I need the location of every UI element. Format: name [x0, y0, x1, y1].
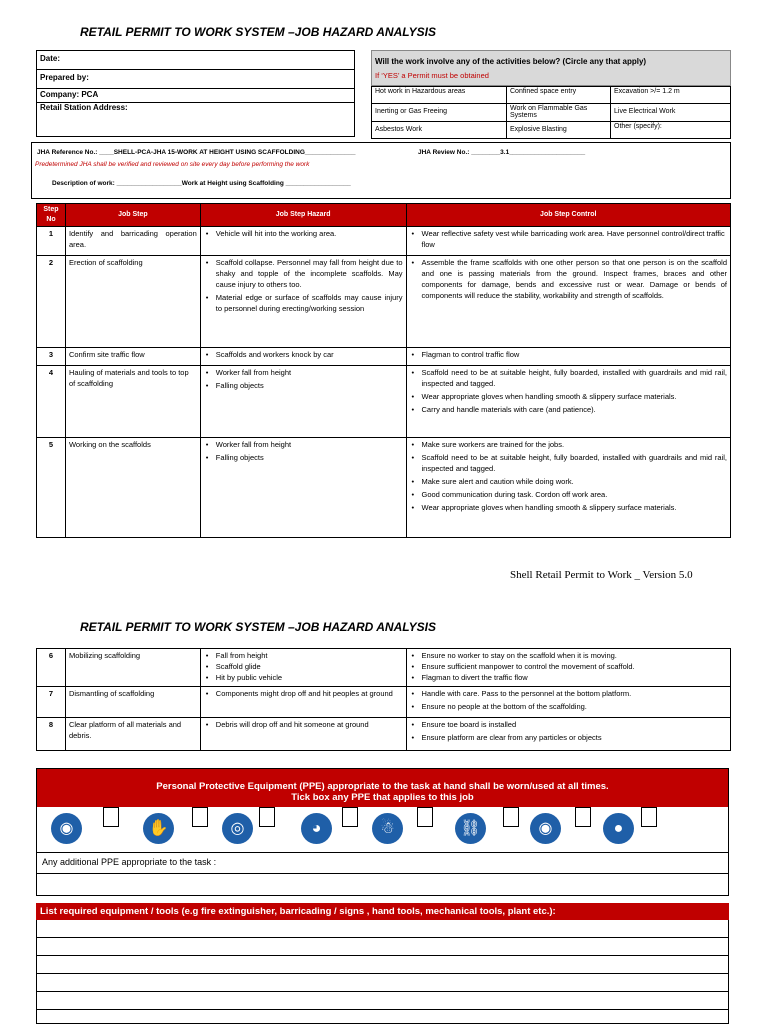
page-title: RETAIL PERMIT TO WORK SYSTEM –JOB HAZARD ANALYSIS: [80, 25, 437, 39]
header-info-box: [36, 50, 355, 137]
control-item: • Make sure workers are trained for the jobs.: [410, 440, 728, 451]
ppe-section: [36, 768, 729, 896]
control-item: • Wear appropriate gloves when handling smooth & slippery surface materials.: [410, 392, 728, 403]
hazard-item: • Falling objects: [204, 381, 403, 392]
step-number: 7: [37, 687, 66, 718]
control-item: • Make sure alert and caution while doing work.: [410, 477, 728, 488]
gas-mask-icon: ●: [603, 813, 634, 844]
additional-ppe-label: Any additional PPE appropriate to the task :: [37, 853, 728, 874]
tools-entry-line[interactable]: [36, 992, 729, 1010]
control-item: • Ensure platform are clear from any particles or objects: [410, 733, 728, 744]
ppe-icon-row: [37, 807, 728, 853]
step-number: 1: [37, 227, 66, 256]
control-item: • Wear reflective safety vest while barricading work area. Have personnel control/direct traffic flow: [410, 229, 728, 251]
ppe-checkbox-respirator[interactable]: [103, 807, 119, 827]
control-item: • Handle with care. Pass to the personnel at the bottom platform.: [410, 689, 728, 700]
table-row: [37, 227, 731, 256]
hazard-item: • Worker fall from height: [204, 440, 403, 451]
jha-table-page2: [36, 648, 731, 751]
jha-review-value[interactable]: ________3.1_____________________: [471, 149, 586, 156]
activity-hot-work[interactable]: Hot work in Hazardous areas: [372, 87, 507, 104]
table-row: [37, 649, 731, 687]
ppe-checkbox-gas-mask[interactable]: [641, 807, 657, 827]
prepared-by-field[interactable]: Prepared by:: [37, 70, 354, 89]
jha-review: [418, 149, 585, 156]
control-item: • Wear appropriate gloves when handling smooth & slippery surface materials.: [410, 503, 728, 514]
hazard-item: • Vehicle will hit into the working area.: [204, 229, 403, 240]
col-job-step: Job Step: [65, 204, 200, 227]
control-item: • Flagman to divert the traffic flow: [410, 673, 728, 682]
verification-note: Predetermined JHA shall be verified and reviewed on site every day before performing the work: [35, 161, 310, 168]
activity-explosive[interactable]: Explosive Blasting: [507, 121, 611, 138]
step-number: 4: [37, 366, 66, 438]
gloves-icon: ✋: [143, 813, 174, 844]
coverall-icon: ☃: [372, 813, 403, 844]
hazard-item: • Falling objects: [204, 453, 403, 464]
tools-entry-line[interactable]: [36, 920, 729, 938]
table-row: [37, 348, 731, 366]
tools-entry-line[interactable]: [36, 956, 729, 974]
ppe-checkbox-face-shield[interactable]: [575, 807, 591, 827]
col-control: Job Step Control: [406, 204, 731, 227]
step-number: 8: [37, 718, 66, 751]
page-footer-version: Shell Retail Permit to Work _ Version 5.0: [510, 569, 693, 581]
control-item: • Flagman to control traffic flow: [410, 350, 728, 361]
table-row: [37, 366, 731, 438]
control-item: • Scaffold need to be at suitable height, fully boarded, installed with guardrails and mid rail, inspected and tagged.: [410, 368, 728, 390]
job-step: Confirm site traffic flow: [65, 348, 200, 366]
hazard-item: • Scaffolds and workers knock by car: [204, 350, 403, 361]
company-field[interactable]: Company: PCA: [37, 89, 354, 103]
activity-live-electrical[interactable]: Live Electrical Work: [611, 104, 731, 122]
jha-reference-value[interactable]: ____SHELL-PCA-JHA 15-WORK AT HEIGHT USING SCAFFOLDING______________: [99, 149, 356, 156]
ppe-checkbox-harness[interactable]: [503, 807, 519, 827]
hazard-item: • Scaffold glide: [204, 662, 403, 671]
ppe-checkbox-ear[interactable]: [342, 807, 358, 827]
hazard-item: • Hit by public vehicle: [204, 673, 403, 682]
job-step: Working on the scaffolds: [65, 438, 200, 538]
job-step: Erection of scaffolding: [65, 256, 200, 348]
address-field[interactable]: Retail Station Address:: [40, 103, 128, 112]
tools-entry-line[interactable]: [36, 1010, 729, 1024]
job-step: Dismantling of scaffolding: [65, 687, 200, 718]
face-shield-icon: ◉: [530, 813, 561, 844]
activity-asbestos[interactable]: Asbestos Work: [372, 121, 507, 138]
job-step: Clear platform of all materials and debris.: [65, 718, 200, 751]
hazard-item: • Debris will drop off and hit someone at ground: [204, 720, 403, 731]
activities-question: Will the work involve any of the activities below? (Circle any that apply): [375, 57, 647, 66]
hazard-item: • Worker fall from height: [204, 368, 403, 379]
ppe-checkbox-gloves[interactable]: [192, 807, 208, 827]
activity-flammable-gas[interactable]: Work on Flammable Gas Systems: [507, 104, 611, 122]
safety-goggles-icon: ◎: [222, 813, 253, 844]
activity-other[interactable]: Other (specify):: [611, 121, 731, 138]
activity-excavation[interactable]: Excavation >/= 1.2 m: [611, 87, 731, 104]
step-number: 6: [37, 649, 66, 687]
control-item: • Carry and handle materials with care (and patience).: [410, 405, 728, 416]
activities-box: [371, 50, 731, 138]
step-number: 3: [37, 348, 66, 366]
hazard-item: • Components might drop off and hit peoples at ground: [204, 689, 403, 700]
control-item: • Ensure toe board is installed: [410, 720, 728, 731]
work-description-value[interactable]: __________________Work at Height using Scaffolding __________________: [116, 180, 351, 187]
job-step: Mobilizing scaffolding: [65, 649, 200, 687]
hazard-item: • Scaffold collapse. Personnel may fall from height due to shaky and topple of the incomplete scaffolds. May cause injury to others too.: [204, 258, 403, 291]
job-step: Identify and barricading operation area.: [65, 227, 200, 256]
work-description: [52, 180, 351, 187]
control-item: • Assemble the frame scaffolds with one other person so that one person is on the scaffold and one is passing materials from the ground. Inspect frames, braces and other components for damage, bends and excessive rust or wear. Damage or bends of components will reduce the stability, workability and strength of scaffolds.: [410, 258, 728, 302]
ppe-banner: [37, 769, 728, 807]
tools-entry-line[interactable]: [36, 974, 729, 992]
jha-review-label: JHA Review No.:: [418, 149, 470, 156]
ear-protection-icon: ◕: [301, 813, 332, 844]
control-item: • Ensure sufficient manpower to control the movement of scaffold.: [410, 662, 728, 671]
work-description-label: Description of work:: [52, 180, 115, 187]
col-step-no: Step No: [37, 204, 66, 227]
respirator-icon: ◉: [51, 813, 82, 844]
ppe-tick-instruction: Tick box any PPE that applies to this job: [291, 792, 474, 804]
activity-inerting[interactable]: Inerting or Gas Freeing: [372, 104, 507, 122]
table-row: [37, 438, 731, 538]
ppe-checkbox-goggles[interactable]: [259, 807, 275, 827]
control-item: • Ensure no worker to stay on the scaffold when it is moving.: [410, 651, 728, 660]
hazard-item: • Material edge or surface of scaffolds may cause injury to personnel during erecting/working session: [204, 293, 403, 315]
additional-ppe-field[interactable]: [37, 874, 728, 895]
reference-box: [31, 142, 731, 199]
control-item: • Scaffold need to be at suitable height, fully boarded, installed with guardrails and mid rail, inspected and tagged.: [410, 453, 728, 475]
hazard-item: • Fall from height: [204, 651, 403, 660]
safety-harness-icon: ⛓: [455, 813, 486, 844]
permit-warning: If ‘YES’ a Permit must be obtained: [375, 71, 489, 80]
jha-table-page1: [36, 203, 731, 538]
activity-confined-space[interactable]: Confined space entry: [507, 87, 611, 104]
table-row: [37, 687, 731, 718]
col-hazard: Job Step Hazard: [200, 204, 406, 227]
tools-entry-line[interactable]: [36, 938, 729, 956]
ppe-instruction: Personal Protective Equipment (PPE) appropriate to the task at hand shall be worn/used at all times.: [156, 781, 609, 792]
jha-reference-label: JHA Reference No.:: [37, 149, 98, 156]
table-row: [37, 256, 731, 348]
step-number: 5: [37, 438, 66, 538]
ppe-checkbox-coverall[interactable]: [417, 807, 433, 827]
tools-banner: List required equipment / tools (e.g fire extinguisher, barricading / signs , hand tools, mechanical tools, plant etc.):: [36, 903, 729, 920]
jha-reference: [37, 149, 355, 156]
table-row: [37, 718, 731, 751]
step-number: 2: [37, 256, 66, 348]
control-item: • Good communication during task. Cordon off work area.: [410, 490, 728, 501]
page-title: RETAIL PERMIT TO WORK SYSTEM –JOB HAZARD ANALYSIS: [80, 620, 437, 634]
activities-table: [371, 86, 731, 139]
date-field[interactable]: Date:: [37, 51, 354, 70]
tools-section: [36, 903, 729, 1024]
control-item: • Ensure no people at the bottom of the scaffolding.: [410, 702, 728, 713]
job-step: Hauling of materials and tools to top of scaffolding: [65, 366, 200, 438]
